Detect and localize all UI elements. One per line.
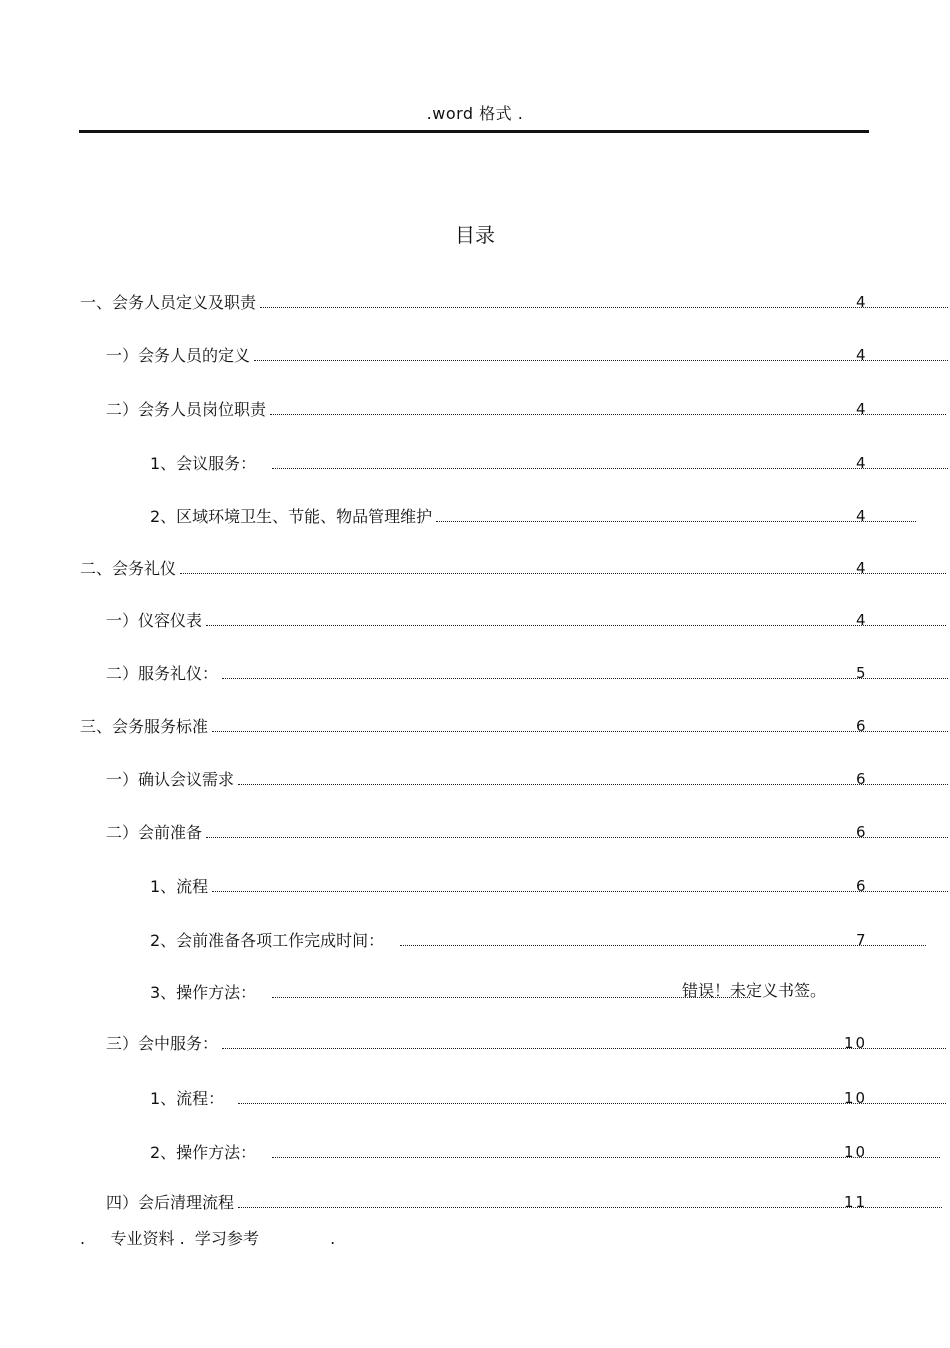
page-footer: . 专业资料 . 学习参考 . — [80, 1229, 336, 1248]
toc-entry[interactable] — [106, 660, 948, 684]
dot-leader — [254, 360, 948, 361]
toc-entry-label: 二）会务人员岗位职责 — [106, 400, 267, 419]
toc-entry-label: 二）服务礼仪： — [106, 664, 219, 683]
dot-leader — [400, 945, 926, 946]
toc-entry-label: 二、会务礼仪 — [80, 559, 177, 578]
toc-entry[interactable] — [80, 289, 948, 313]
dot-leader — [272, 1157, 940, 1158]
toc-entry-page: 4 — [856, 400, 868, 418]
toc-entry-page: 6 — [856, 770, 868, 788]
toc-entry-label: 2、区域环境卫生、节能、物品管理维护 — [150, 507, 433, 526]
toc-entry-page: 4 — [856, 454, 868, 472]
toc-entry[interactable] — [106, 1189, 942, 1213]
dot-leader — [270, 414, 946, 415]
dot-leader — [238, 1103, 946, 1104]
toc-entry-page: 4 — [856, 346, 868, 364]
header-rule — [79, 130, 869, 133]
toc-entry-label: 四）会后清理流程 — [106, 1193, 235, 1212]
toc-entry[interactable] — [150, 503, 916, 527]
toc-entry-page: 4 — [856, 293, 868, 311]
toc-entry[interactable] — [150, 1085, 946, 1109]
toc-entry-label: 一）仪容仪表 — [106, 611, 203, 630]
toc-entry-label: 一）会务人员的定义 — [106, 346, 251, 365]
toc-entry-label: 二）会前准备 — [106, 823, 203, 842]
toc-entry-label: 2、操作方法： — [150, 1143, 257, 1162]
toc-entry-page: 10 — [844, 1143, 868, 1161]
toc-entry[interactable] — [150, 450, 948, 474]
toc-entry-page: 6 — [856, 717, 868, 735]
toc-entry-page: 11 — [844, 1193, 868, 1211]
toc-entry-page: 4 — [856, 611, 868, 629]
toc-entry-page: 7 — [856, 931, 868, 949]
dot-leader — [260, 307, 948, 308]
toc-entry-label: 三、会务服务标准 — [80, 717, 209, 736]
toc-entry-label: 一、会务人员定义及职责 — [80, 293, 257, 312]
toc-entry[interactable] — [106, 819, 948, 843]
toc-entry-page: 6 — [856, 823, 868, 841]
dot-leader — [222, 678, 948, 679]
toc-entry[interactable] — [80, 713, 948, 737]
toc-entry-label: 3、操作方法： — [150, 983, 257, 1002]
toc-entry-page: 6 — [856, 877, 868, 895]
toc-entry[interactable] — [150, 873, 948, 897]
toc-entry-page: 10 — [844, 1034, 868, 1052]
toc-entry-label: 1、流程： — [150, 1089, 225, 1108]
dot-leader — [222, 1048, 946, 1049]
toc-entry-page: 5 — [856, 664, 868, 682]
toc-entry[interactable] — [106, 342, 948, 366]
dot-leader — [212, 731, 948, 732]
toc-entry-label: 1、流程 — [150, 877, 209, 896]
toc-entry[interactable] — [106, 1030, 946, 1054]
dot-leader — [238, 1207, 942, 1208]
toc-entry[interactable] — [106, 607, 946, 631]
toc-entry-label: 1、会议服务： — [150, 454, 257, 473]
toc-entry[interactable] — [106, 396, 946, 420]
toc-entry-page: 10 — [844, 1089, 868, 1107]
toc-entry[interactable] — [80, 555, 946, 579]
dot-leader — [206, 837, 948, 838]
toc-entry-page: 4 — [856, 507, 868, 525]
toc-entry[interactable] — [150, 979, 827, 1003]
toc-entry-page-error: 错误！未定义书签。 — [682, 981, 827, 1000]
toc-entry-label: 三）会中服务： — [106, 1034, 219, 1053]
dot-leader — [212, 891, 948, 892]
dot-leader — [206, 625, 946, 626]
page-header: .word 格式 . — [426, 104, 524, 123]
toc-entry-label: 2、会前准备各项工作完成时间： — [150, 931, 385, 950]
toc-entry[interactable] — [106, 766, 948, 790]
dot-leader — [180, 573, 946, 574]
toc-title: 目录 — [455, 223, 495, 247]
toc-entry-label: 一）确认会议需求 — [106, 770, 235, 789]
toc-entry[interactable] — [150, 927, 926, 951]
dot-leader — [436, 521, 916, 522]
dot-leader — [272, 997, 750, 998]
toc-entry-page: 4 — [856, 559, 868, 577]
dot-leader — [272, 468, 948, 469]
dot-leader — [238, 784, 948, 785]
toc-entry[interactable] — [150, 1139, 940, 1163]
